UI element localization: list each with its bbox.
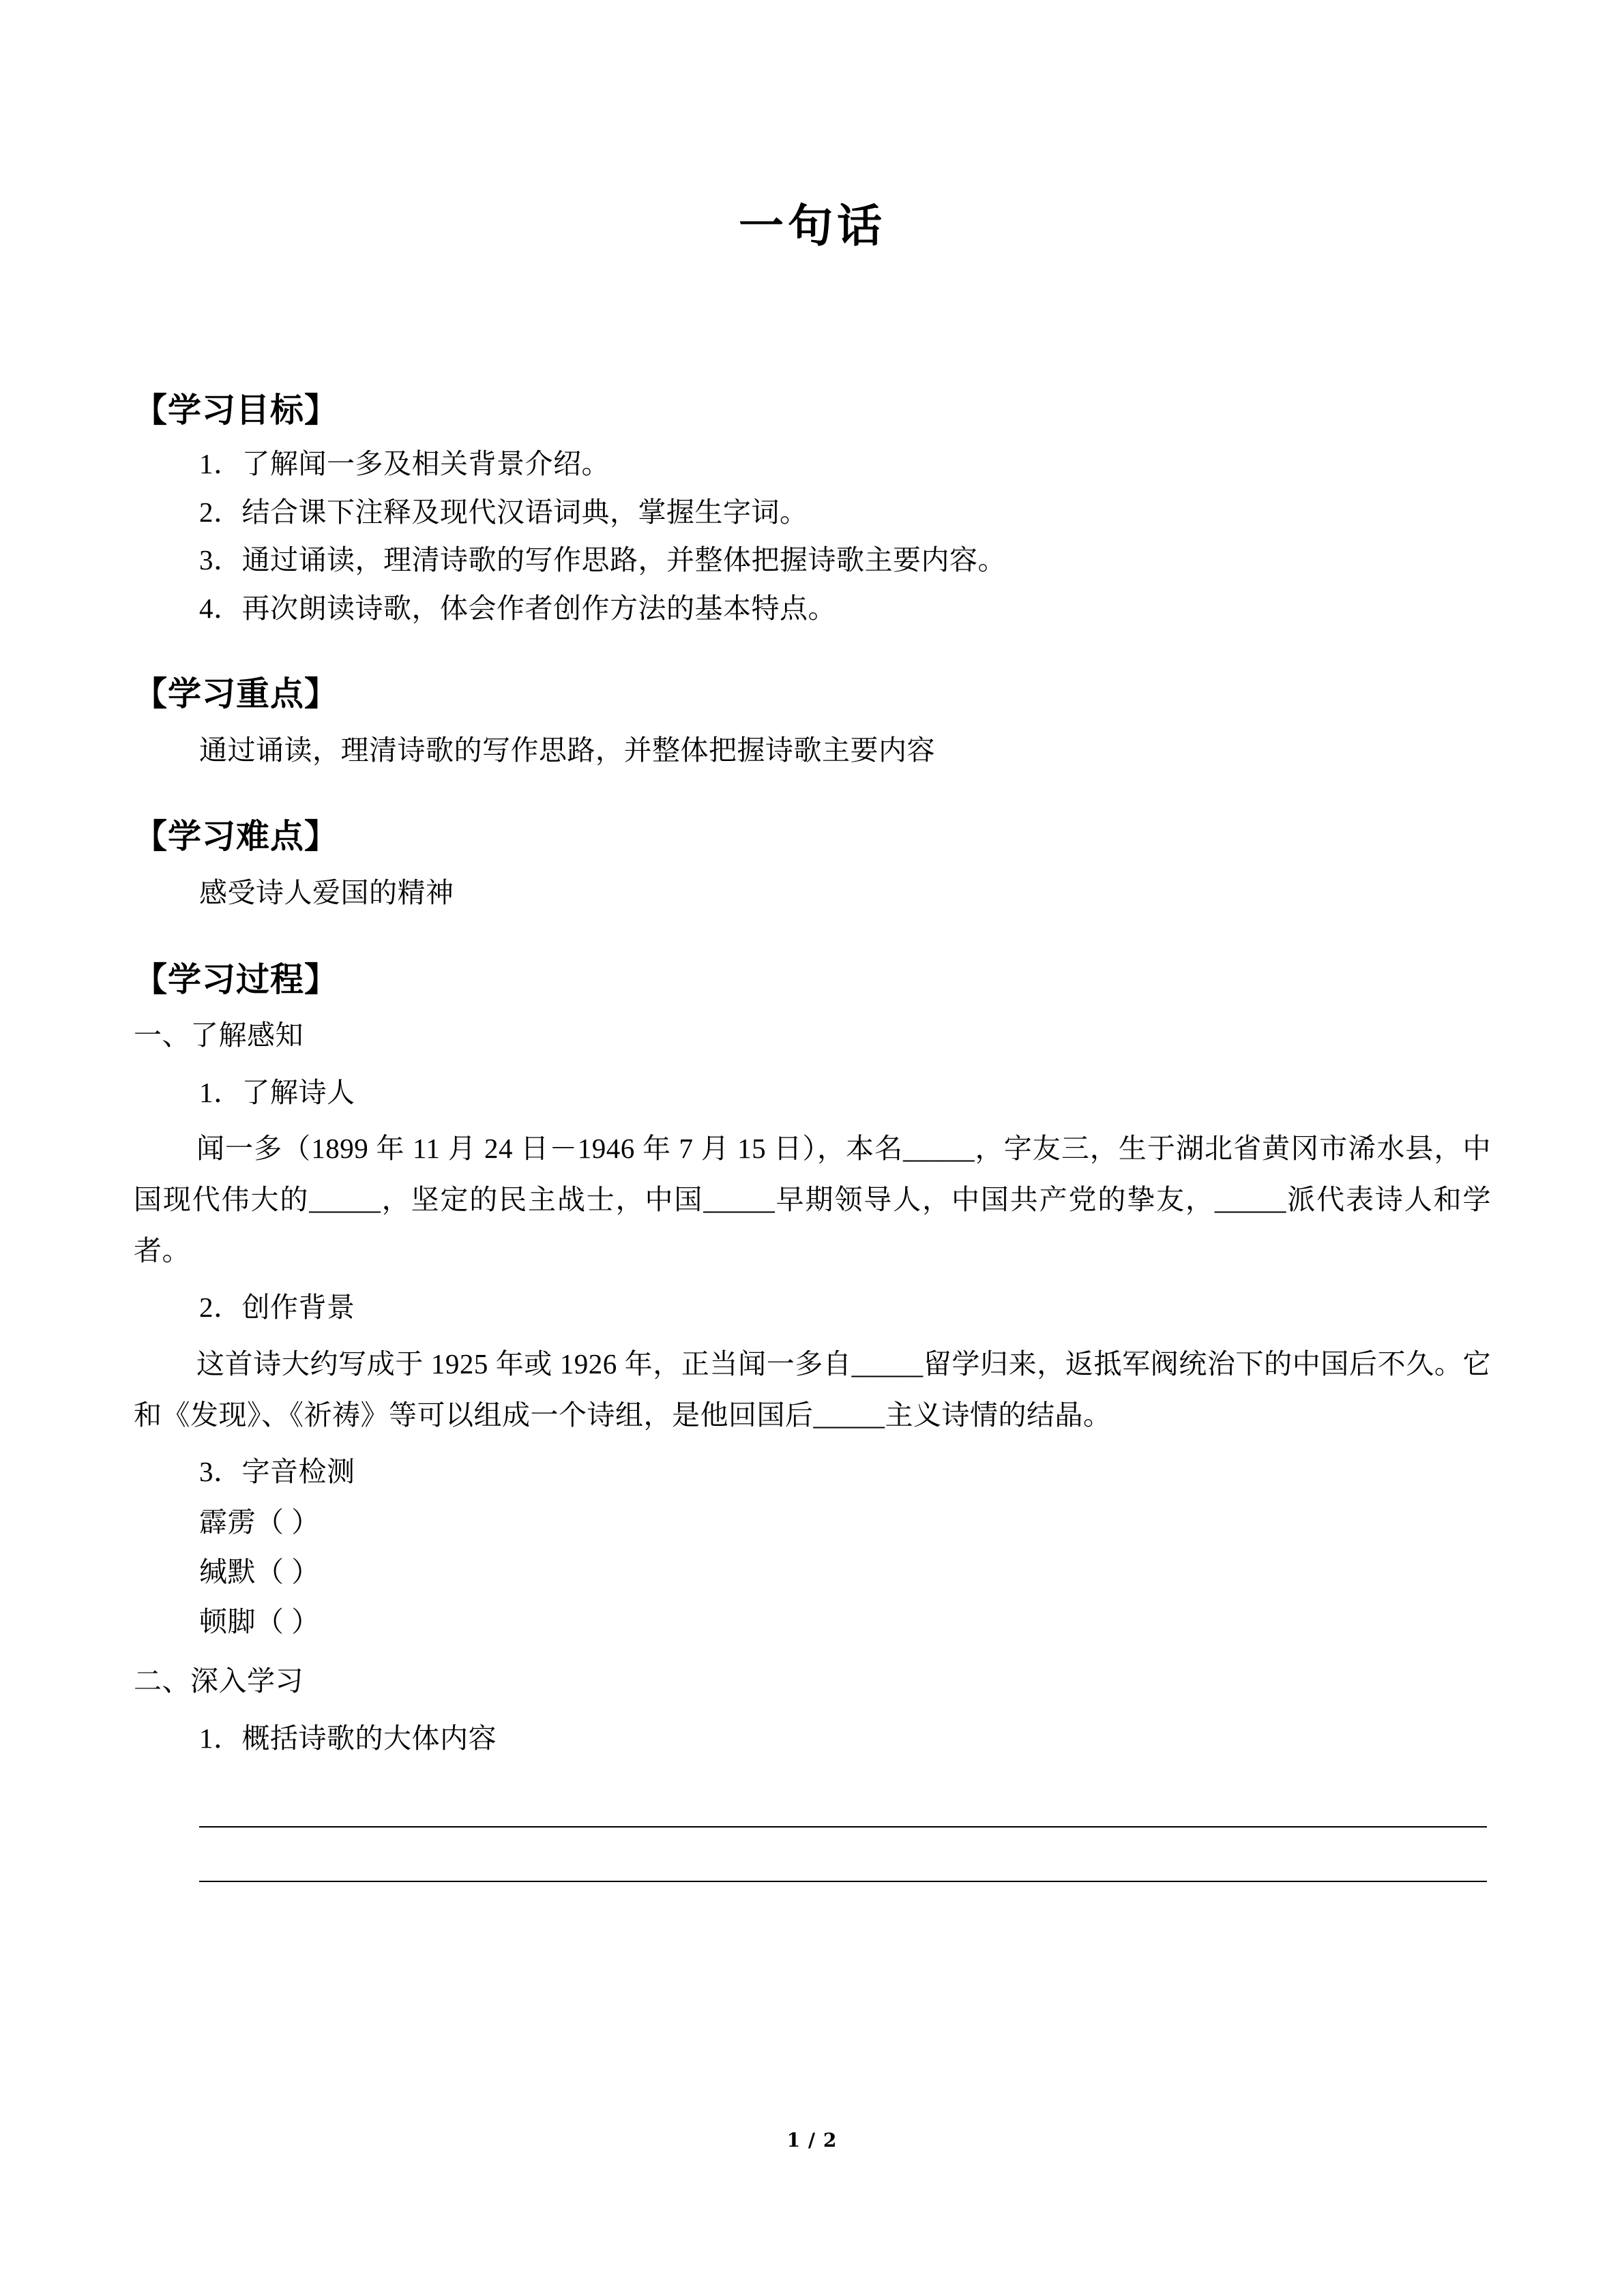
document-content [134,0,1491,1882]
list-item: 4．再次朗读诗歌，体会作者创作方法的基本特点。 [199,592,836,624]
page-title: 一句话 [739,199,886,252]
heading-learning-objectives: 【学习目标】 [134,390,339,430]
heading-learning-key-points: 【学习重点】 [134,674,339,714]
learning-difficulties-text: 感受诗人爱国的精神 [199,877,454,909]
process-part-two-label: 二、深入学习 [134,1665,304,1697]
process-item-summarize-poem: 1．概括诗歌的大体内容 [199,1722,497,1754]
heading-learning-difficulties: 【学习难点】 [134,816,339,856]
page-number: 1 / 2 [786,2129,838,2151]
process-part-one-label: 一、了解感知 [134,1019,304,1051]
heading-learning-process: 【学习过程】 [134,959,339,999]
list-item: 3．通过诵读，理清诗歌的写作思路，并整体把握诗歌主要内容。 [199,544,1006,576]
process-item-know-the-poet: 1．了解诗人 [199,1076,355,1108]
list-item: 1．了解闻一多及相关背景介绍。 [199,448,610,479]
answer-line [199,1826,1487,1828]
learning-key-points-text: 通过诵读，理清诗歌的写作思路，并整体把握诗歌主要内容 [199,734,935,766]
process-item-pronunciation-check: 3．字音检测 [199,1456,355,1488]
list-item: 2．结合课下注释及现代汉语词典，掌握生字词。 [199,496,808,528]
answer-line [199,1881,1487,1882]
pinyin-blank-item: 顿脚（ ） [199,1605,320,1637]
pinyin-blank-item: 缄默（ ） [199,1555,320,1587]
process-item-creation-background: 2．创作背景 [199,1292,355,1324]
pinyin-blank-item: 霹雳（ ） [199,1506,320,1538]
poet-biography-paragraph: 闻一多（1899 年 11 月 24 日－1946 年 7 月 15 日），本名_____，字友三，生于湖北省黄冈市浠水县，中国现代伟大的_____，坚定的民主战士，中国_____早期领导人，中国共产党的挚友，_____派代表诗人和学者。 [134,1133,1491,1266]
creation-background-paragraph: 这首诗大约写成于 1925 年或 1926 年，正当闻一多自_____留学归来，返抵军阀统治下的中国后不久。它和《发现》、《祈祷》等可以组成一个诗组，是他回国后_____主义诗情的结晶。 [134,1347,1491,1431]
